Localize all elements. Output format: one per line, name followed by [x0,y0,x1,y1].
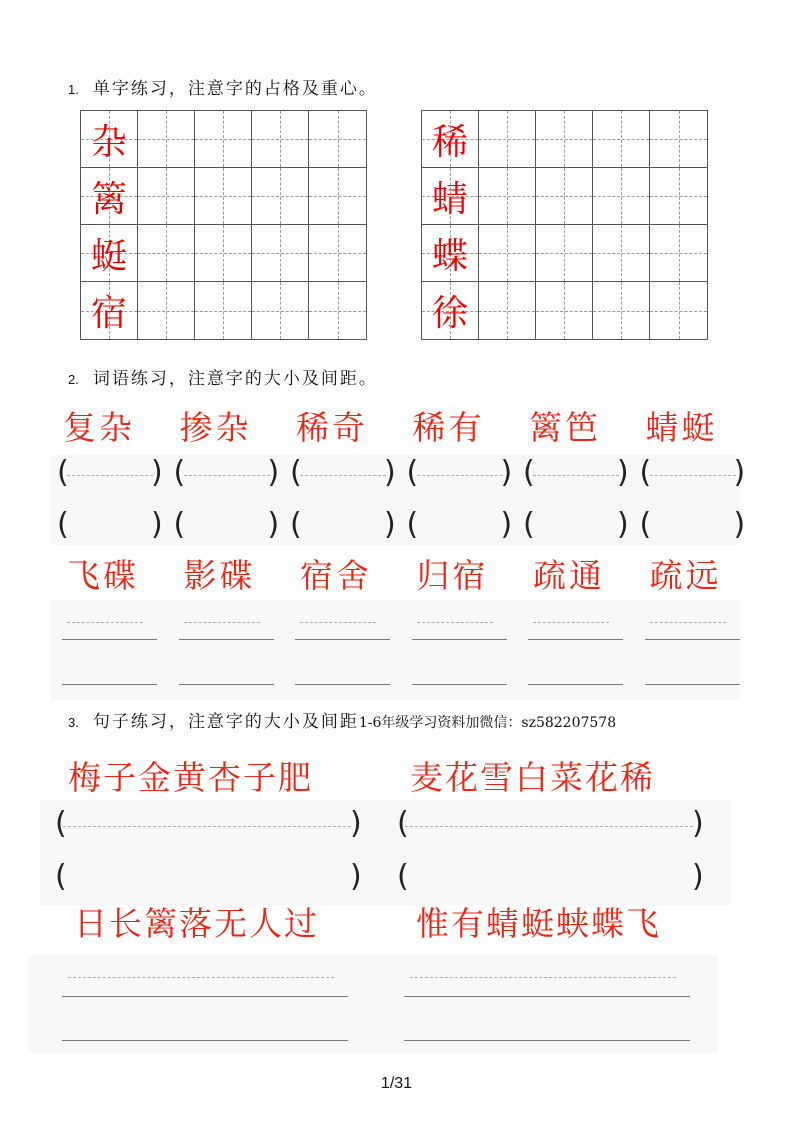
section2-heading [68,364,378,389]
word-model: 掺杂 [179,408,252,447]
grid-cell [252,282,309,339]
watermark-text: 1-6年级学习资料加微信：sz582207578 [358,715,617,731]
bracket-open: ( [639,455,652,490]
bracket-close: ) [500,507,513,542]
word-model: 稀有 [412,408,485,447]
bracket-panel [40,800,730,905]
grid-cell [252,168,309,225]
bracket-open: ( [55,806,67,841]
grid-cell [593,225,650,282]
writing-line [62,996,348,997]
sentence-model: 麦花雪白菜花稀 [410,758,655,797]
grid-cell [138,282,195,339]
model-character: 宿 [90,293,127,334]
grid-cell [479,225,536,282]
section3-heading [68,707,616,732]
bracket-open: ( [290,507,302,542]
bracket-close: ) [350,859,362,894]
bracket-open: ( [406,507,419,542]
model-character: 篱 [90,178,127,220]
line-panel [28,955,718,1053]
grid-cell [252,225,309,282]
guide-line-dashed [67,622,143,623]
guide-line-dashed [184,622,260,623]
grid-cell [479,111,536,168]
line-panel [50,600,740,700]
guide-line-dashed [650,622,726,623]
grid-cell [309,111,366,168]
grid-cell [81,225,138,282]
writing-line [528,684,623,685]
grid-cell [422,225,479,282]
guide-line-dashed [67,475,153,476]
bracket-close: ) [733,455,746,490]
grid-cell [422,282,479,339]
guide-line-dashed [650,475,736,476]
sentence-model: 惟有蜻蜓蛱蝶飞 [416,904,661,943]
grid-cell [479,168,536,225]
section3-title: 句子练习，注意字的大小及间距 [92,712,359,732]
grid-cell [81,282,138,339]
grid-cell [479,282,536,339]
word-model: 篱笆 [529,408,601,447]
writing-line [412,639,507,640]
section2-title: 词语练习，注意字的大小及间距。 [92,369,378,389]
guide-line-dashed [300,622,376,623]
grid-cell [309,168,366,225]
bracket-open: ( [523,507,535,542]
writing-line [404,996,690,997]
model-character: 稀 [431,121,468,163]
guide-line-dashed [68,977,334,978]
writing-line [645,639,740,640]
bracket-open: ( [57,455,69,490]
practice-grid-left [80,110,367,340]
bracket-open: ( [406,455,419,490]
grid-cell [536,111,593,168]
guide-line-dashed [410,977,676,978]
grid-cell [536,168,593,225]
word-model: 疏远 [649,556,722,595]
model-character: 蝶 [431,235,468,277]
grid-cell [536,282,593,339]
model-character: 蜻 [431,178,468,220]
grid-cell [252,111,309,168]
page-number: 1/31 [380,1075,413,1092]
bracket-close: ) [500,455,513,490]
writing-line [412,684,507,685]
grid-cell [138,168,195,225]
section1-heading [68,74,378,99]
writing-line [295,684,390,685]
bracket-open: ( [173,507,186,542]
grid-cell [422,168,479,225]
grid-cell [593,168,650,225]
writing-line [295,639,390,640]
bracket-close: ) [733,507,746,542]
grid-cell [81,111,138,168]
grid-cell [593,282,650,339]
section3-number: 3. [68,715,79,730]
bracket-open: ( [397,806,409,841]
guide-line-dashed [300,475,386,476]
practice-grid-right [421,110,708,340]
grid-cell [536,225,593,282]
section2-number: 2. [68,372,79,387]
bracket-close: ) [151,455,163,490]
bracket-close: ) [350,806,362,841]
grid-cell [650,282,707,339]
bracket-open: ( [57,507,69,542]
writing-line [528,639,623,640]
bracket-close: ) [151,507,163,542]
writing-line [404,1040,690,1041]
bracket-open: ( [173,455,186,490]
section1-number: 1. [68,82,79,97]
word-model: 飞碟 [67,556,139,595]
guide-line-dashed [417,475,503,476]
word-model: 复杂 [63,408,135,447]
grid-cell [195,225,252,282]
grid-cell [650,168,707,225]
writing-line [62,639,157,640]
guide-line-dashed [533,622,609,623]
grid-cell [422,111,479,168]
writing-line [62,684,157,685]
grid-cell [81,168,138,225]
grid-cell [309,282,366,339]
grid-cell [195,168,252,225]
grid-cell [195,111,252,168]
guide-line-dashed [533,475,619,476]
bracket-close: ) [384,507,396,542]
bracket-open: ( [639,507,652,542]
grid-cell [195,282,252,339]
word-model: 归宿 [416,556,489,595]
bracket-close: ) [692,806,704,841]
grid-cell [650,111,707,168]
bracket-close: ) [692,859,704,894]
grid-cell [138,225,195,282]
writing-line [179,684,274,685]
writing-line [645,684,740,685]
bracket-close: ) [267,455,280,490]
bracket-close: ) [617,455,629,490]
bracket-open: ( [55,859,67,894]
bracket-close: ) [617,507,629,542]
word-model: 蜻蜓 [645,408,718,447]
grid-cell [138,111,195,168]
model-character: 杂 [90,121,127,163]
grid-cell [650,225,707,282]
sentence-model: 梅子金黄杏子肥 [68,758,313,797]
guide-line-dashed [417,622,493,623]
word-model: 稀奇 [296,408,368,447]
grid-cell [309,225,366,282]
bracket-close: ) [267,507,280,542]
bracket-open: ( [397,859,409,894]
model-character: 徐 [431,293,468,334]
word-model: 疏通 [533,556,605,595]
guide-line-dashed [63,826,351,827]
bracket-close: ) [384,455,396,490]
writing-line [62,1040,348,1041]
grid-cell [593,111,650,168]
bracket-open: ( [523,455,535,490]
model-character: 蜓 [90,235,127,277]
writing-line [179,639,274,640]
section1-title: 单字练习，注意字的占格及重心。 [92,79,378,99]
guide-line-dashed [405,826,693,827]
word-model: 影碟 [183,556,256,595]
guide-line-dashed [184,475,270,476]
word-model: 宿舍 [300,556,372,595]
sentence-model: 日长篱落无人过 [74,904,319,943]
bracket-open: ( [290,455,302,490]
